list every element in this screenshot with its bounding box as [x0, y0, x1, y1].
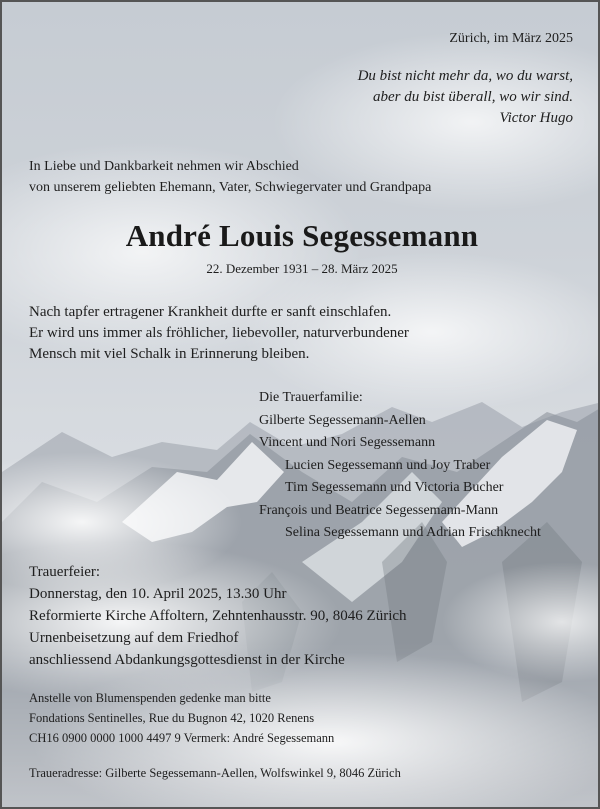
family-member: Tim Segessemann und Victoria Bucher — [285, 480, 504, 495]
family-member: Vincent und Nori Segessemann — [259, 435, 436, 450]
donation-line: Anstelle von Blumenspenden gedenke man bitte — [29, 691, 271, 705]
deceased-name: André Louis Segessemann — [125, 218, 479, 253]
farewell-intro — [29, 156, 431, 198]
donation-line: CH16 0900 0000 1000 4497 9 Vermerk: André Segessemann — [29, 731, 335, 745]
quote-block — [358, 66, 573, 129]
memorial-line: Nach tapfer ertragener Krankheit durfte er sanft einschlafen. — [29, 304, 392, 320]
intro-line: In Liebe und Dankbarkeit nehmen wir Abschied — [29, 159, 299, 174]
quote-author: Victor Hugo — [499, 110, 573, 126]
memorial-line: Mensch mit viel Schalk in Erinnerung bleiben. — [29, 346, 310, 362]
intro-line: von unserem geliebten Ehemann, Vater, Schwiegervater und Grandpapa — [29, 180, 432, 195]
service-line: Reformierte Kirche Affoltern, Zehntenhausstr. 90, 8046 Zürich — [29, 608, 407, 624]
service-heading: Trauerfeier: — [29, 564, 101, 580]
donation-note — [29, 688, 334, 748]
family-member: Lucien Segessemann und Joy Traber — [285, 457, 491, 473]
family-heading: Die Trauerfamilie: — [259, 390, 363, 405]
family-member: François und Beatrice Segessemann-Mann — [259, 502, 499, 518]
quote-line: Du bist nicht mehr da, wo du warst, — [357, 68, 573, 84]
memorial-line: Er wird uns immer als fröhlicher, liebevoller, naturverbundener — [29, 325, 409, 341]
mourning-address: Traueradresse: Gilberte Segessemann-Aellen, Wolfswinkel 9, 8046 Zürich — [29, 766, 401, 780]
service-line: Donnerstag, den 10. April 2025, 13.30 Uhr — [29, 586, 287, 602]
mourning-family — [259, 387, 541, 545]
quote-line: aber du bist überall, wo wir sind. — [372, 89, 573, 105]
life-dates: 22. Dezember 1931 – 28. März 2025 — [206, 261, 398, 276]
service-line: anschliessend Abdankungsgottesdienst in der Kirche — [29, 652, 345, 668]
donation-line: Fondations Sentinelles, Rue du Bugnon 42, 1020 Renens — [29, 711, 315, 725]
family-member: Selina Segessemann und Adrian Frischknecht — [285, 525, 541, 540]
funeral-service — [29, 561, 407, 671]
memorial-text — [29, 302, 409, 365]
family-member: Gilberte Segessemann-Aellen — [259, 412, 426, 428]
service-line: Urnenbeisetzung auf dem Friedhof — [29, 630, 239, 646]
place-and-date: Zürich, im März 2025 — [449, 31, 573, 46]
